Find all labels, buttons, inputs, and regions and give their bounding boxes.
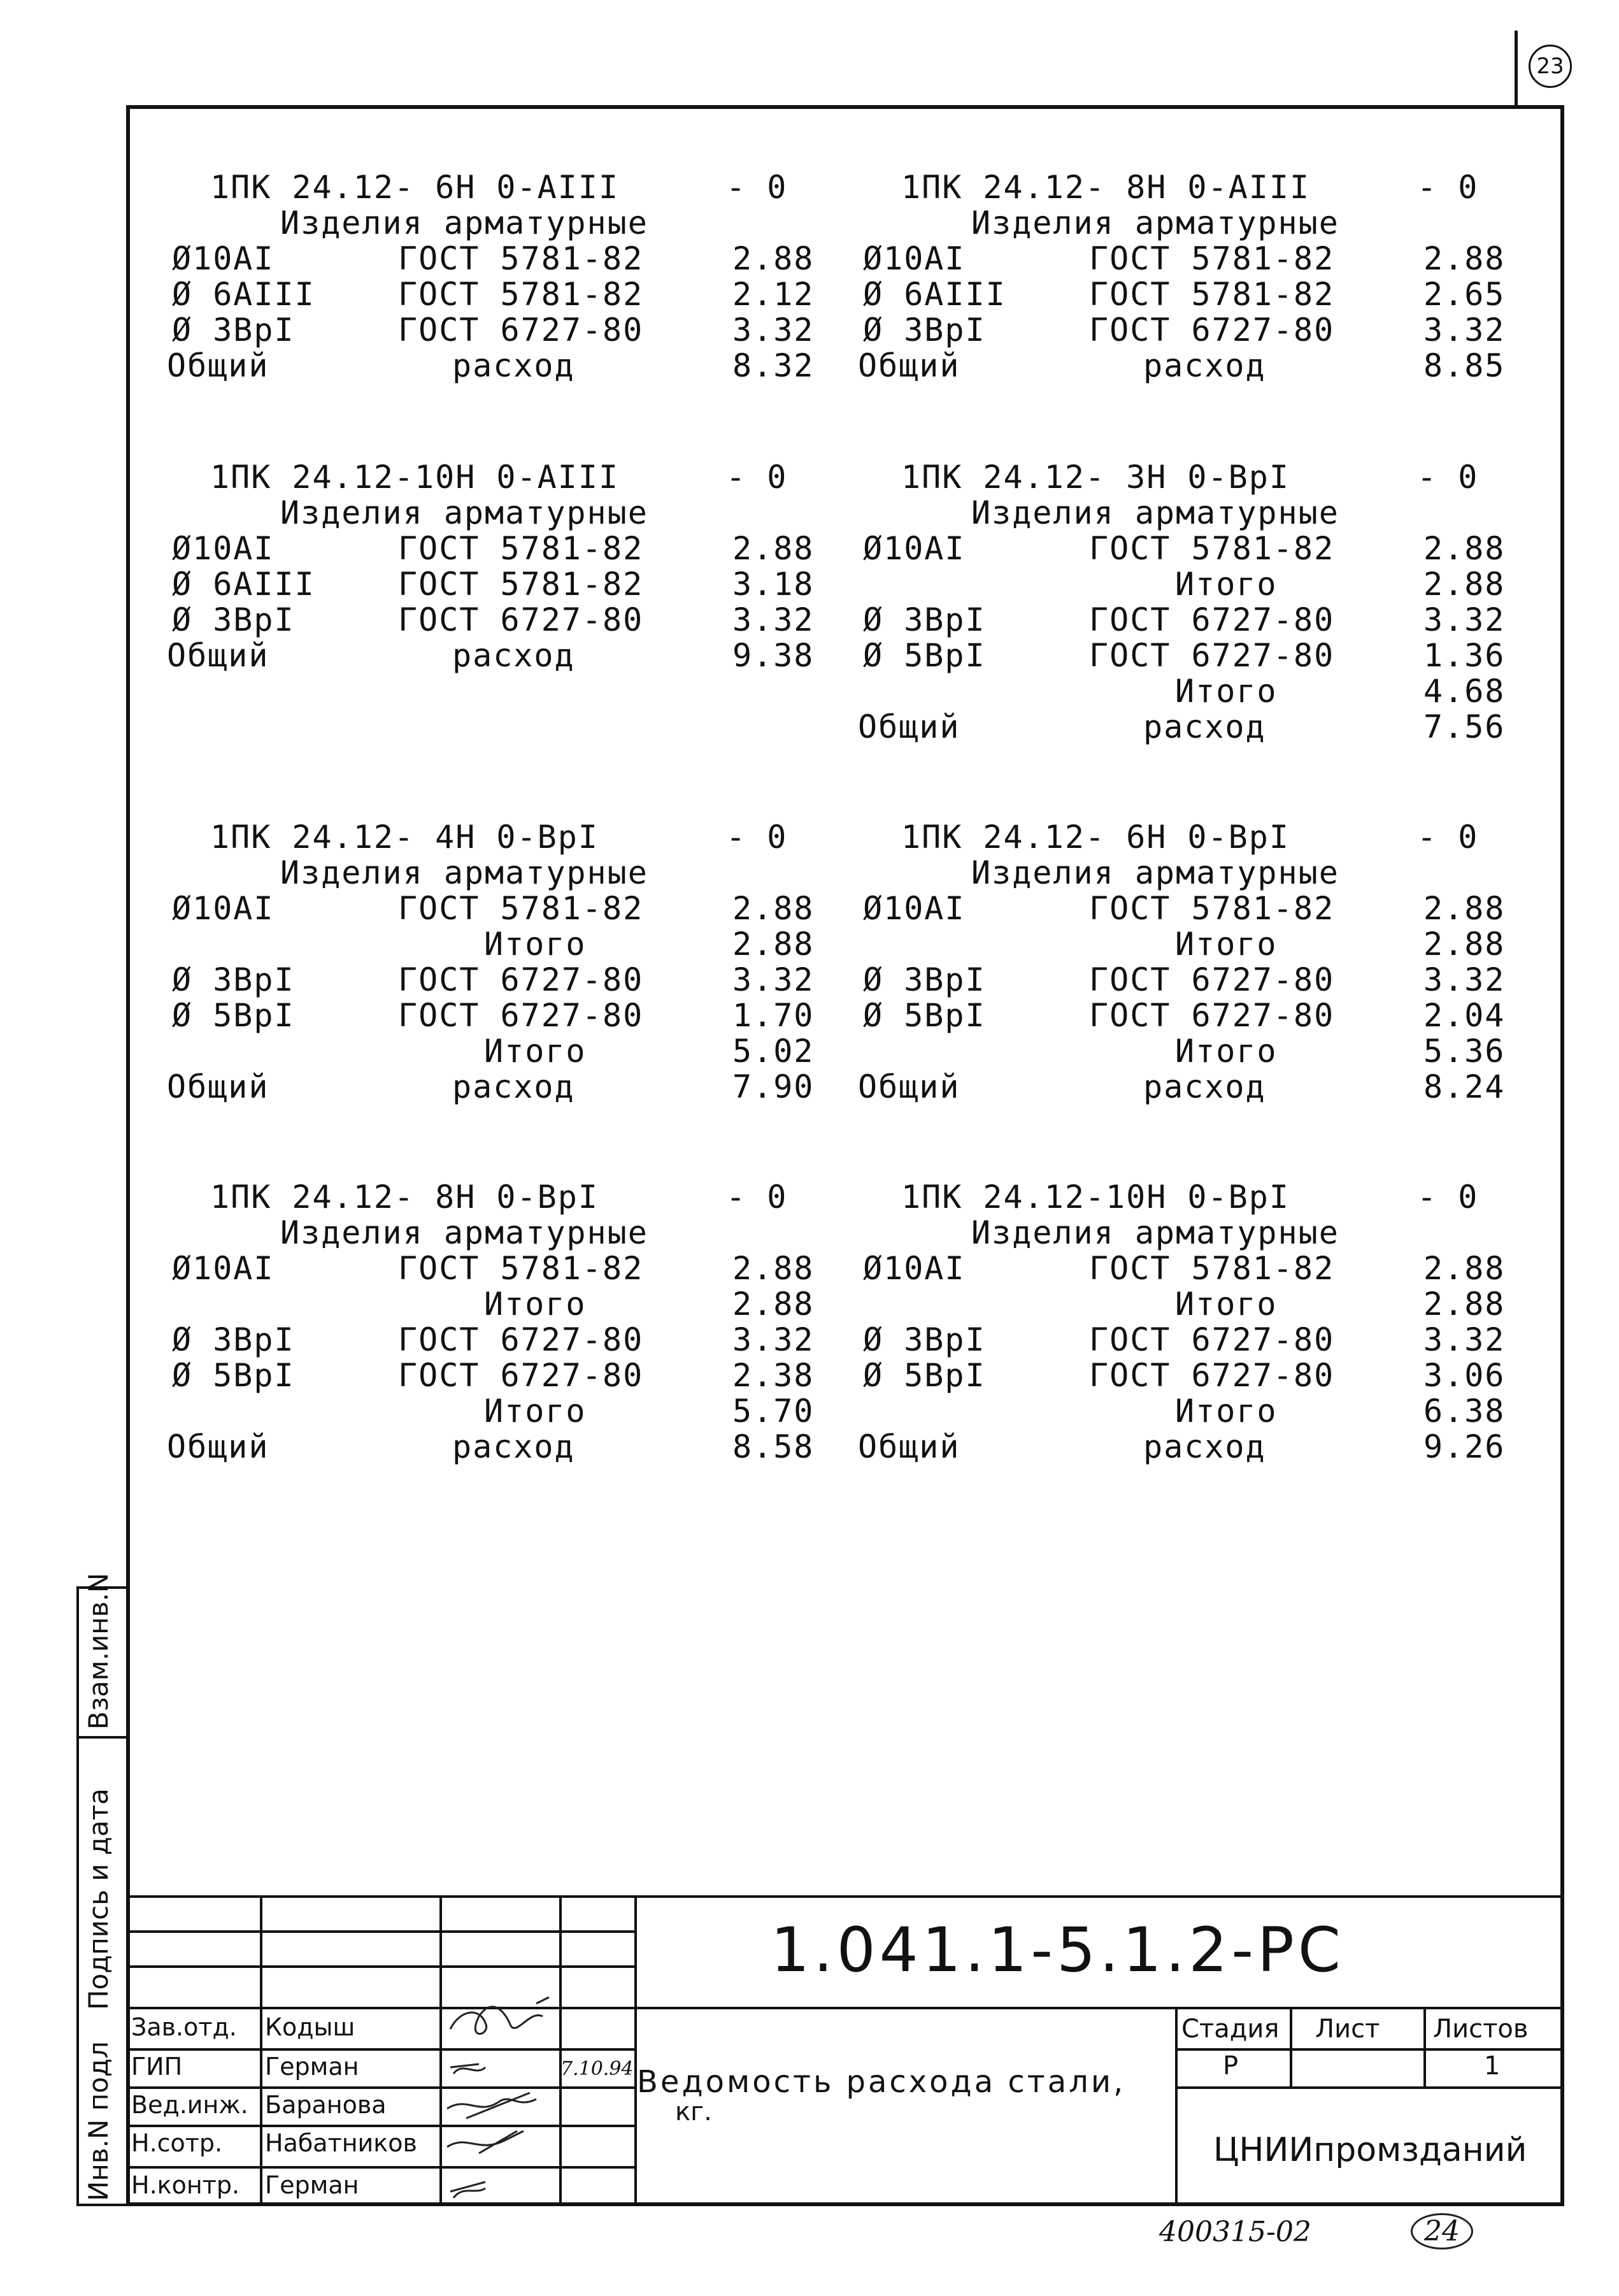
spec-standard: ГОСТ 6727-80: [1089, 312, 1335, 348]
spec-value: 3.32: [732, 312, 815, 348]
sheet-number-handwritten: 24: [1411, 2213, 1473, 2249]
spec-title-row: [172, 819, 809, 854]
stage-value: Р: [1223, 2051, 1239, 2081]
spec-title: 1ПК 24.12- 8Н 0-AIII: [901, 169, 1311, 206]
spec-value: 2.88: [1423, 1286, 1506, 1323]
spec-diameter: Ø 3ВрI: [172, 601, 295, 638]
signer-name: Кодыш: [265, 2013, 355, 2041]
spec-block: [858, 819, 1506, 1105]
role-label: ГИП: [131, 2053, 183, 2081]
spec-value: 2.88: [1423, 890, 1506, 927]
spec-title: 1ПК 24.12- 8Н 0-ВрI: [210, 1179, 599, 1216]
spec-row: [167, 1428, 815, 1465]
strip-label-inv-podl: Инв.N подл: [83, 2041, 114, 2201]
spec-standard: Итого: [1175, 566, 1278, 603]
tb-line: [1175, 2007, 1178, 2206]
spec-diameter: Общий: [167, 637, 269, 674]
spec-dash: - 0: [1417, 459, 1479, 496]
spec-row: [858, 1428, 1506, 1465]
left-strip-border: [76, 1586, 79, 2206]
spec-value: 5.70: [732, 1393, 815, 1430]
spec-subtitle: Изделия арматурные: [971, 204, 1339, 241]
spec-row: [172, 1286, 815, 1323]
spec-diameter: Общий: [858, 708, 960, 745]
doc-title-line1: Ведомость расхода стали,: [637, 2064, 1126, 2100]
spec-row: [172, 1321, 815, 1358]
spec-row: [863, 637, 1506, 674]
tb-line: [260, 1895, 262, 2206]
spec-diameter: Ø 6AIII: [172, 566, 315, 603]
spec-subtitle-row: [172, 494, 809, 530]
spec-row: [863, 997, 1506, 1034]
spec-standard: ГОСТ 5781-82: [398, 240, 644, 277]
spec-value: 2.04: [1423, 997, 1506, 1034]
spec-row: [172, 240, 815, 277]
role-label: Н.контр.: [131, 2171, 240, 2199]
spec-row: [863, 1033, 1506, 1070]
spec-value: 2.88: [1423, 530, 1506, 567]
spec-block: [167, 819, 815, 1105]
spec-row: [172, 601, 815, 638]
spec-row: [167, 1068, 815, 1105]
spec-diameter: Ø10AI: [172, 1250, 275, 1287]
organization-name: ЦНИИпромзданий: [1213, 2131, 1527, 2169]
spec-standard: ГОСТ 5781-82: [1089, 530, 1335, 567]
spec-row: [863, 276, 1506, 313]
spec-row: [863, 601, 1506, 638]
spec-standard: расход: [1143, 1068, 1266, 1105]
spec-value: 3.32: [1423, 1321, 1506, 1358]
spec-title: 1ПК 24.12- 6Н 0-AIII: [210, 169, 620, 206]
spec-standard: ГОСТ 6727-80: [1089, 637, 1335, 674]
spec-dash: - 0: [1417, 1179, 1479, 1216]
spec-row: [863, 673, 1506, 710]
spec-standard: ГОСТ 6727-80: [398, 997, 644, 1034]
spec-title: 1ПК 24.12-10Н 0-AIII: [210, 459, 620, 496]
spec-value: 3.06: [1423, 1357, 1506, 1394]
spec-dash: - 0: [1417, 819, 1479, 856]
spec-diameter: Ø 3ВрI: [863, 961, 986, 998]
spec-value: 8.85: [1423, 347, 1506, 384]
spec-row: [858, 1068, 1506, 1105]
spec-value: 8.32: [732, 347, 815, 384]
spec-row: [863, 1250, 1506, 1287]
spec-standard: ГОСТ 6727-80: [398, 312, 644, 348]
spec-subtitle: Изделия арматурные: [280, 1214, 648, 1251]
sheets-value: 1: [1484, 2051, 1501, 2081]
spec-block: [167, 1179, 815, 1465]
spec-value: 3.18: [732, 566, 815, 603]
spec-row: [172, 997, 815, 1034]
spec-row: [172, 1250, 815, 1287]
spec-row: [863, 530, 1506, 567]
spec-row: [172, 566, 815, 603]
spec-title-row: [172, 459, 809, 494]
spec-standard: ГОСТ 5781-82: [398, 1250, 644, 1287]
spec-diameter: Ø10AI: [863, 240, 966, 277]
spec-value: 2.88: [732, 1250, 815, 1287]
spec-value: 1.36: [1423, 637, 1506, 674]
spec-row: [863, 240, 1506, 277]
spec-diameter: Ø 5ВрI: [863, 997, 986, 1034]
spec-diameter: Ø 3ВрI: [172, 312, 295, 348]
spec-standard: расход: [452, 1428, 575, 1465]
signer-name: Баранова: [265, 2091, 387, 2119]
spec-standard: Итого: [484, 926, 587, 963]
signature-scribbles: [441, 1972, 568, 2207]
spec-standard: ГОСТ 6727-80: [1089, 961, 1335, 998]
spec-value: 4.68: [1423, 673, 1506, 710]
spec-standard: ГОСТ 6727-80: [398, 961, 644, 998]
spec-diameter: Ø 3ВрI: [172, 1321, 295, 1358]
stage-label: Стадия: [1181, 2014, 1280, 2044]
spec-standard: расход: [452, 637, 575, 674]
spec-dash: - 0: [726, 459, 788, 496]
spec-row: [172, 1393, 815, 1430]
spec-row: [858, 347, 1506, 384]
spec-value: 2.88: [732, 1286, 815, 1323]
spec-row: [863, 1286, 1506, 1323]
spec-value: 2.65: [1423, 276, 1506, 313]
spec-standard: ГОСТ 5781-82: [1089, 276, 1335, 313]
document-code: 1.041.1-5.1.2-РС: [771, 1914, 1344, 1986]
spec-subtitle-row: [863, 204, 1500, 240]
spec-title-row: [863, 1179, 1500, 1214]
role-label: Зав.отд.: [131, 2013, 237, 2041]
signer-name: Набатников: [265, 2129, 417, 2157]
sheets-label: Листов: [1433, 2014, 1529, 2044]
spec-subtitle: Изделия арматурные: [971, 854, 1339, 891]
spec-diameter: Ø 6AIII: [863, 276, 1006, 313]
spec-value: 8.58: [732, 1428, 815, 1465]
spec-title-row: [863, 169, 1500, 204]
spec-block: [858, 459, 1506, 745]
spec-block: [167, 459, 815, 674]
spec-standard: расход: [1143, 1428, 1266, 1465]
spec-standard: ГОСТ 5781-82: [1089, 240, 1335, 277]
spec-subtitle: Изделия арматурные: [971, 494, 1339, 531]
spec-diameter: Общий: [167, 1428, 269, 1465]
spec-value: 3.32: [1423, 601, 1506, 638]
spec-standard: Итого: [1175, 1286, 1278, 1323]
spec-diameter: Общий: [858, 347, 960, 384]
spec-row: [172, 1033, 815, 1070]
spec-standard: ГОСТ 5781-82: [398, 890, 644, 927]
archive-code: 400315-02: [1159, 2216, 1311, 2248]
spec-title: 1ПК 24.12-10Н 0-ВрI: [901, 1179, 1290, 1216]
signature-german-2: [450, 2182, 485, 2198]
left-strip-line: [76, 2204, 127, 2206]
spec-value: 3.32: [732, 961, 815, 998]
spec-value: 3.32: [732, 1321, 815, 1358]
spec-subtitle: Изделия арматурные: [280, 854, 648, 891]
spec-row: [172, 961, 815, 998]
page-number-circle: 23: [1529, 45, 1572, 88]
spec-diameter: Ø 3ВрI: [863, 312, 986, 348]
spec-block: [858, 169, 1506, 384]
spec-standard: ГОСТ 6727-80: [1089, 601, 1335, 638]
spec-subtitle-row: [172, 204, 809, 240]
spec-title: 1ПК 24.12- 6Н 0-ВрI: [901, 819, 1290, 856]
spec-block: [167, 169, 815, 384]
drawing-frame: [126, 105, 1564, 2206]
spec-standard: ГОСТ 5781-82: [398, 530, 644, 567]
spec-standard: ГОСТ 5781-82: [398, 276, 644, 313]
spec-diameter: Ø 5ВрI: [172, 1357, 295, 1394]
spec-standard: Итого: [1175, 926, 1278, 963]
spec-diameter: Общий: [858, 1068, 960, 1105]
spec-subtitle-row: [863, 1214, 1500, 1250]
signature-kodysh: [450, 1997, 549, 2034]
spec-value: 5.36: [1423, 1033, 1506, 1070]
tb-line: [1423, 2007, 1426, 2086]
tb-line: [126, 1895, 1564, 1898]
spec-row: [172, 890, 815, 927]
spec-row: [863, 1321, 1506, 1358]
spec-value: 7.90: [732, 1068, 815, 1105]
spec-diameter: Общий: [858, 1428, 960, 1465]
spec-value: 3.32: [1423, 961, 1506, 998]
spec-value: 9.26: [1423, 1428, 1506, 1465]
spec-diameter: Ø10AI: [172, 890, 275, 927]
spec-row: [863, 926, 1506, 963]
spec-row: [172, 1357, 815, 1394]
spec-standard: расход: [452, 1068, 575, 1105]
spec-diameter: Ø10AI: [863, 1250, 966, 1287]
spec-dash: - 0: [726, 819, 788, 856]
left-strip-line: [76, 1736, 127, 1739]
signature-nabatnikov: [447, 2131, 524, 2153]
spec-diameter: Ø10AI: [863, 890, 966, 927]
signature-german: [450, 2064, 485, 2074]
spec-standard: Итого: [484, 1286, 587, 1323]
signer-name: Герман: [265, 2053, 359, 2081]
spec-value: 2.88: [732, 926, 815, 963]
spec-diameter: Ø 3ВрI: [863, 601, 986, 638]
spec-diameter: Ø 3ВрI: [172, 961, 295, 998]
signature-baranova: [447, 2093, 536, 2118]
spec-value: 2.38: [732, 1357, 815, 1394]
spec-subtitle: Изделия арматурные: [280, 204, 648, 241]
tb-line: [1175, 2048, 1564, 2051]
spec-row: [167, 637, 815, 674]
spec-row: [863, 312, 1506, 348]
spec-standard: Итого: [484, 1393, 587, 1430]
spec-diameter: Общий: [167, 1068, 269, 1105]
spec-value: 3.32: [732, 601, 815, 638]
strip-label-podpis-data: Подпись и дата: [83, 1788, 114, 2010]
spec-standard: ГОСТ 6727-80: [398, 1357, 644, 1394]
spec-standard: ГОСТ 5781-82: [398, 566, 644, 603]
signer-name: Герман: [265, 2171, 359, 2199]
spec-block: [858, 1179, 1506, 1465]
spec-value: 2.12: [732, 276, 815, 313]
spec-row: [863, 566, 1506, 603]
spec-value: 2.88: [1423, 926, 1506, 963]
spec-title-row: [172, 1179, 809, 1214]
spec-diameter: Общий: [167, 347, 269, 384]
spec-diameter: Ø 5ВрI: [863, 1357, 986, 1394]
spec-diameter: Ø 6AIII: [172, 276, 315, 313]
spec-value: 6.38: [1423, 1393, 1506, 1430]
doc-title-line2: кг.: [675, 2097, 712, 2127]
spec-standard: ГОСТ 6727-80: [1089, 997, 1335, 1034]
spec-dash: - 0: [1417, 169, 1479, 206]
spec-value: 2.88: [732, 530, 815, 567]
frame-top-tick: [1515, 31, 1518, 106]
strip-label-vzam-inv: Взам.инв.N: [83, 1572, 114, 1730]
spec-title: 1ПК 24.12- 4Н 0-ВрI: [210, 819, 599, 856]
spec-diameter: Ø 3ВрI: [863, 1321, 986, 1358]
role-label: Н.сотр.: [131, 2129, 223, 2157]
spec-subtitle: Изделия арматурные: [280, 494, 648, 531]
spec-standard: Итого: [484, 1033, 587, 1070]
spec-row: [863, 961, 1506, 998]
sheet-label: Лист: [1315, 2014, 1380, 2044]
spec-row: [863, 1357, 1506, 1394]
spec-row: [858, 708, 1506, 745]
role-label: Вед.инж.: [131, 2091, 248, 2119]
spec-subtitle-row: [863, 494, 1500, 530]
tb-line: [1175, 2086, 1564, 2089]
spec-value: 7.56: [1423, 708, 1506, 745]
spec-dash: - 0: [726, 169, 788, 206]
tb-line: [1290, 2007, 1292, 2086]
spec-row: [863, 890, 1506, 927]
spec-title-row: [863, 819, 1500, 854]
spec-standard: ГОСТ 6727-80: [1089, 1321, 1335, 1358]
spec-subtitle-row: [863, 854, 1500, 890]
spec-row: [863, 1393, 1506, 1430]
spec-row: [172, 926, 815, 963]
spec-row: [172, 276, 815, 313]
spec-standard: ГОСТ 6727-80: [1089, 1357, 1335, 1394]
spec-value: 8.24: [1423, 1068, 1506, 1105]
spec-standard: Итого: [1175, 673, 1278, 710]
spec-standard: ГОСТ 5781-82: [1089, 890, 1335, 927]
spec-standard: Итого: [1175, 1393, 1278, 1430]
spec-dash: - 0: [726, 1179, 788, 1216]
tb-line: [126, 2007, 1564, 2009]
spec-standard: ГОСТ 6727-80: [398, 601, 644, 638]
spec-value: 2.88: [732, 240, 815, 277]
spec-value: 2.88: [1423, 1250, 1506, 1287]
spec-standard: расход: [1143, 708, 1266, 745]
spec-value: 1.70: [732, 997, 815, 1034]
date-handwritten: 7.10.94: [560, 2058, 634, 2080]
spec-title-row: [172, 169, 809, 204]
spec-title: 1ПК 24.12- 3Н 0-ВрI: [901, 459, 1290, 496]
spec-row: [172, 530, 815, 567]
spec-diameter: Ø10AI: [172, 240, 275, 277]
spec-row: [167, 347, 815, 384]
tb-line: [634, 1895, 637, 2206]
spec-value: 3.32: [1423, 312, 1506, 348]
spec-subtitle-row: [172, 1214, 809, 1250]
spec-standard: ГОСТ 6727-80: [398, 1321, 644, 1358]
spec-diameter: Ø 5ВрI: [863, 637, 986, 674]
spec-diameter: Ø10AI: [172, 530, 275, 567]
spec-standard: расход: [1143, 347, 1266, 384]
spec-row: [172, 312, 815, 348]
spec-subtitle: Изделия арматурные: [971, 1214, 1339, 1251]
spec-value: 2.88: [1423, 240, 1506, 277]
spec-diameter: Ø10AI: [863, 530, 966, 567]
spec-value: 2.88: [1423, 566, 1506, 603]
spec-standard: ГОСТ 5781-82: [1089, 1250, 1335, 1287]
spec-value: 5.02: [732, 1033, 815, 1070]
spec-subtitle-row: [172, 854, 809, 890]
spec-value: 2.88: [732, 890, 815, 927]
spec-value: 9.38: [732, 637, 815, 674]
spec-standard: расход: [452, 347, 575, 384]
spec-standard: Итого: [1175, 1033, 1278, 1070]
spec-title-row: [863, 459, 1500, 494]
spec-diameter: Ø 5ВрI: [172, 997, 295, 1034]
